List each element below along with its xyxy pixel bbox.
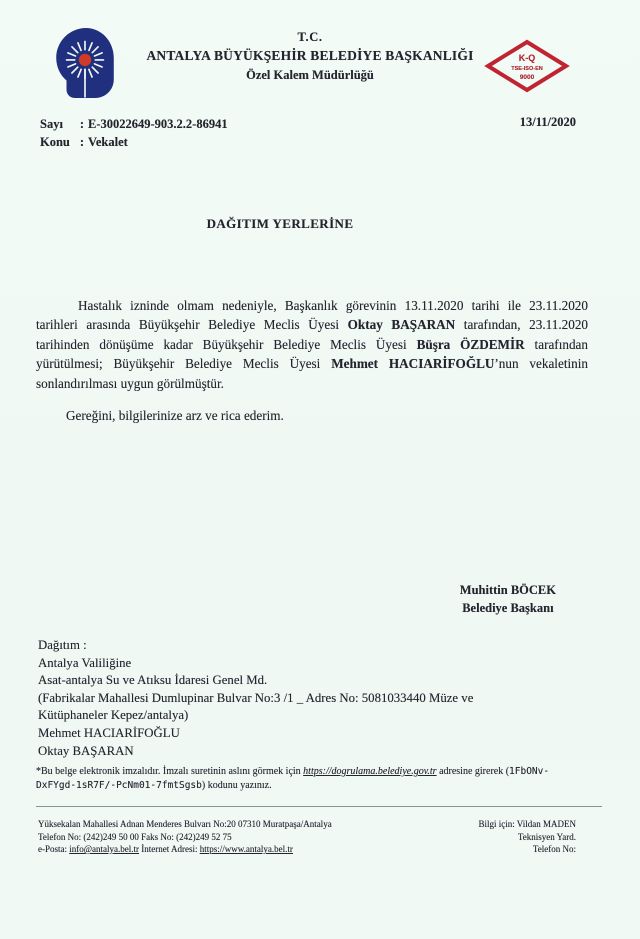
badge-line2: TSE-ISO-EN bbox=[511, 66, 543, 72]
verification-code: 1FbONv-DxFYgd-1sR7F/-PcNm01-7fmtSgsb bbox=[36, 766, 550, 791]
body-text-2: tarafından, 23.11.2020 tarihinden dönüşüme kadar Büyükşehir Belediye Meclis Üyesi bbox=[36, 317, 589, 352]
person-name-ozdemir: Büşra ÖZDEMİR bbox=[416, 336, 525, 352]
document-date: 13/11/2020 bbox=[519, 115, 576, 129]
footer-address: Yüksekalan Mahallesi Adnan Menderes Bulvarı No:20 07310 Muratpaşa/Antalya bbox=[38, 819, 332, 829]
body-text-3: tarafından yürütülmesi; Büyükşehir Belediye Meclis Üyesi bbox=[36, 336, 589, 372]
department-subtitle: Özel Kalem Müdürlüğü bbox=[246, 68, 374, 82]
distribution-item: Asat-antalya Su ve Atıksu İdaresi Genel Md. bbox=[38, 673, 268, 688]
distribution-label: Dağıtım : bbox=[38, 638, 87, 652]
distribution-list bbox=[38, 637, 530, 760]
footnote-text-2: adresine girerek ( bbox=[436, 766, 510, 777]
signature-block bbox=[460, 581, 556, 617]
footer-contact-name: Bilgi için: Vildan MADEN bbox=[478, 819, 576, 829]
sayi-label: Sayı bbox=[40, 117, 63, 131]
footer-contact-right bbox=[478, 818, 576, 856]
footnote-text-1: *Bu belge elektronik imzalıdır. İmzalı suretinin aslını görmek için bbox=[36, 766, 304, 777]
e-signature-footnote bbox=[36, 765, 581, 793]
footer-phone: Telefon No: (242)249 50 00 Faks No: (242)249 52 75 bbox=[38, 831, 232, 842]
footer-web-label: İnternet Adresi: bbox=[139, 844, 200, 854]
letter-body bbox=[36, 296, 588, 425]
badge-line3: 9000 bbox=[519, 74, 535, 81]
footer-contact-title: Teknisyen Yard. bbox=[517, 831, 576, 842]
konu-row bbox=[40, 133, 228, 151]
body-paragraph bbox=[36, 296, 588, 393]
footer-contact-phone: Telefon No: bbox=[532, 844, 576, 854]
document-meta bbox=[40, 115, 228, 151]
addressee-heading: DAĞITIM YERLERİNE bbox=[206, 216, 354, 231]
person-name-haciarifoglu: Mehmet HACIARİFOĞLU bbox=[331, 356, 495, 372]
sayi-row bbox=[40, 115, 228, 133]
badge-line1: K-Q bbox=[518, 53, 536, 63]
body-text-1: Hastalık izninde olmam nedeniyle, Başkanlık görevinin 13.11.2020 tarihi ile 23.11.2020 tarihleri arasında Büyükşehir Belediye Meclis Üyesi bbox=[36, 298, 588, 333]
konu-value: Vekalet bbox=[88, 135, 128, 149]
footer-divider bbox=[36, 806, 602, 807]
konu-separator: : bbox=[79, 135, 85, 149]
footer-email-link[interactable]: info@antalya.bel.tr bbox=[69, 844, 140, 854]
organization-title: ANTALYA BÜYÜKŞEHİR BELEDİYE BAŞKANLIĞI bbox=[146, 48, 474, 63]
sayi-separator: : bbox=[79, 117, 85, 131]
signer-name: Muhittin BÖCEK bbox=[459, 583, 556, 597]
distribution-item: Antalya Valiliğine bbox=[38, 655, 132, 670]
republic-label: T.C. bbox=[297, 30, 323, 44]
verification-url-link[interactable]: https://dogrulama.belediye.gov.tr bbox=[303, 766, 437, 777]
distribution-item: (Fabrikalar Mahallesi Dumlupinar Bulvar No:3 /1 _ Adres No: 5081033440 Müze ve Kütüphaneler Kepez/antalya) bbox=[38, 690, 474, 723]
body-text-4: ’nun vekaletinin sonlandırılması uygun görülmüştür. bbox=[36, 356, 589, 391]
distribution-item: Oktay BAŞARAN bbox=[38, 743, 134, 758]
sayi-value: E-30022649-903.2.2-86941 bbox=[88, 117, 228, 131]
person-name-basaran: Oktay BAŞARAN bbox=[347, 317, 456, 333]
tse-certification-badge-icon bbox=[484, 38, 570, 94]
konu-label: Konu bbox=[40, 135, 70, 149]
letterhead bbox=[90, 30, 530, 83]
closing-sentence: Gereğini, bilgilerinize arz ve rica ederim. bbox=[66, 408, 284, 424]
footer-email-label: e-Posta: bbox=[38, 844, 70, 854]
footnote-text-3: ) kodunu yazınız. bbox=[201, 780, 272, 791]
footer-contact-left bbox=[38, 818, 332, 856]
footer-online-line bbox=[38, 843, 332, 856]
distribution-item: Mehmet HACIARİFOĞLU bbox=[38, 725, 180, 740]
footer-website-link[interactable]: https://www.antalya.bel.tr bbox=[199, 844, 293, 854]
signer-title: Belediye Başkanı bbox=[462, 601, 554, 615]
